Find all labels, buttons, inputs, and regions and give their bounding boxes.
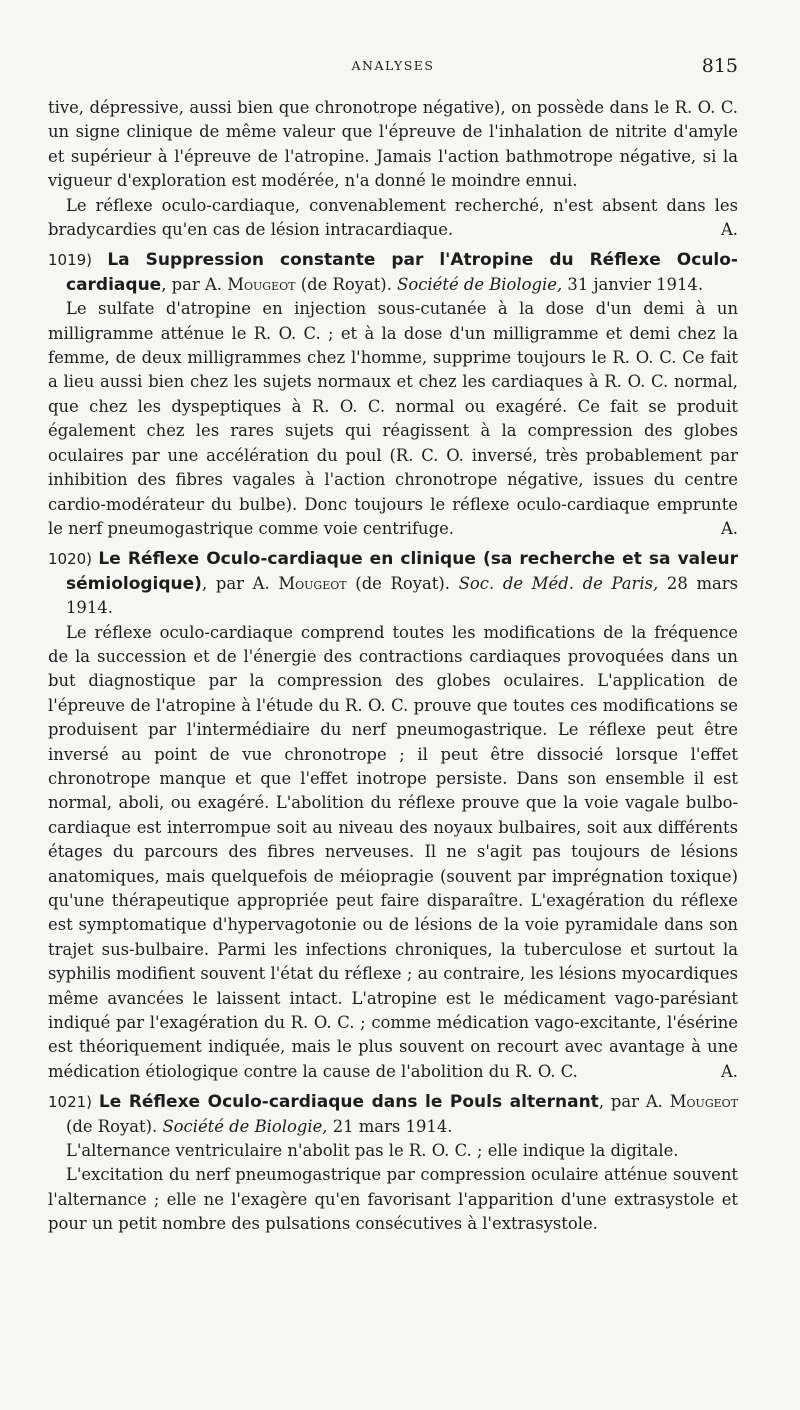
page-header [48,55,738,88]
abstract-author: A. Mougeot [252,573,347,593]
continued-paragraph: tive, dépressive, aussi bien que chronotrope négative), on possède dans le R. O. C. un signe clinique de même valeur que l'épreuve de l'inhalation de nitrite d'amyle et supérieur à l'épreuve de l'atropine. Jamais l'action bathmotrope négative, si la vigueur d'exploration est modérée, n'a donné le moindre ennui. [48,98,738,191]
abstract-journal: Soc. de Méd. de Paris, [458,573,659,593]
abstract-paragraph [48,621,738,1085]
page-body [48,96,738,1237]
abstract-paragraph: L'excitation du nerf pneumogastrique par compression oculaire atténue souvent l'alternance ; elle ne l'exagère qu'en favorisant l'apparition d'une extrasystole et pour un petit nombre des pulsations consécutives à l'extrasystole. [48,1165,738,1234]
paragraph-text: Le réflexe oculo-cardiaque, convenablement recherché, n'est absent dans les bradycardies qu'en cas de lésion intracardiaque. [48,195,738,240]
abstract-title: Le Réflexe Oculo-cardiaque en clinique (sa recherche et sa valeur sémiologique) [66,549,738,594]
abstract-by: , par [201,573,244,593]
paragraph-text: Le sulfate d'atropine en injection sous-cutanée à la dose d'un demi à un milligramme atténue le R. O. C. ; et à la dose d'un milligramme et demi chez la femme, de deux milligrammes chez l'homme, supprime toujours le R. O. C. Ce fait a lieu aussi bien chez les sujets normaux et chez les cardiaques à R. O. C. normal, que chez les dyspeptiques à R. O. C. normal ou exagéré. Ce fait se produit également chez les rares sujets qui réagissent à la compression des globes oculaires par une accélération du poul (R. C. O. inversé, très probablement par inhibition des fibres vagales à l'action chronotrope négative, issues du centre cardio-modérateur du bulbe). Donc toujours le réflexe oculo-cardiaque emprunte le nerf pneumogastrique comme voie centrifuge. [48,299,738,538]
abstract-heading-1020 [48,547,738,620]
abstract-author: A. Mougeot [645,1092,738,1112]
abstract-number: 1020) [48,550,93,569]
abstract-journal: Société de Biologie, [397,274,563,294]
abstract-date: 28 mars 1914. [66,573,738,618]
abstract-affiliation: (de Royat). [300,274,392,294]
abstract-title: Le Réflexe Oculo-cardiaque dans le Pouls alternant [98,1092,599,1113]
abstract-number: 1019) [48,251,93,270]
abstract-title: La Suppression constante par l'Atropine du Réflexe Oculo-cardiaque [66,250,738,295]
paragraph-text: Le réflexe oculo-cardiaque comprend toutes les modifications de la fréquence de la succession et de l'énergie des contractions cardiaques provoquées dans un but diagnostique par la compression des globes oculaires. L'application de l'épreuve de l'atropine à l'étude du R. O. C. prouve que toutes ces modifications se produisent par l'intermédiaire du nerf pneumogastrique. Le réflexe peut être inversé au point de vue chronotrope ; il peut être dissocié lorsque l'effet chronotrope manque et que l'effet inotrope persiste. Dans son ensemble il est normal, aboli, ou exagéré. L'abolition du réflexe prouve que la voie vagale bulbo-cardiaque est interrompue soit au niveau des noyaux bulbaires, soit aux différents étages du parcours des fibres nerveuses. Il ne s'agit pas toujours de lésions anatomiques, mais quelquefois de méiopragie (souvent par imprégnation toxique) qu'une thérapeutique appropriée peut faire disparaître. L'exagération du réflexe est symptomatique d'hypervagotonie ou de lésions de la voie pyramidale dans son trajet sus-bulbaire. Parmi les infections chroniques, la tuberculose et surtout la syphilis modifient souvent l'état du réflexe ; au contraire, les lésions myocardiques même avancées le laissent intact. L'atropine est le médicament vago-parésiant indiqué par l'exagération du R. O. C. ; comme médication vago-excitante, l'ésérine est théoriquement indiquée, mais le plus souvent on recourt avec avantage à une médication étiologique contre la cause de l'abolition du R. O. C. [48,622,738,1081]
abstract-by: , par [598,1092,639,1112]
abstract-affiliation: (de Royat). [355,573,450,593]
abstract-paragraph [48,297,738,541]
abstract-paragraph: L'alternance ventriculaire n'abolit pas le R. O. C. ; elle indique la digitale. [66,1141,679,1161]
continued-paragraph-end [48,194,738,243]
signature: A. [720,220,738,240]
abstract-number: 1021) [48,1093,93,1112]
abstract-author: A. Mougeot [204,274,296,294]
running-head: ANALYSES [351,58,435,73]
abstract-by: , par [161,274,200,294]
abstract-heading-1019 [48,248,738,297]
abstract-date: 21 mars 1914. [332,1116,453,1136]
abstract-journal: Société de Biologie, [162,1116,328,1136]
abstract-heading-1021 [48,1090,738,1139]
signature: A. [720,1061,738,1081]
signature: A. [720,518,738,538]
abstract-affiliation: (de Royat). [66,1116,158,1136]
abstract-date: 31 janvier 1914. [567,274,704,294]
page-number: 815 [701,55,738,77]
